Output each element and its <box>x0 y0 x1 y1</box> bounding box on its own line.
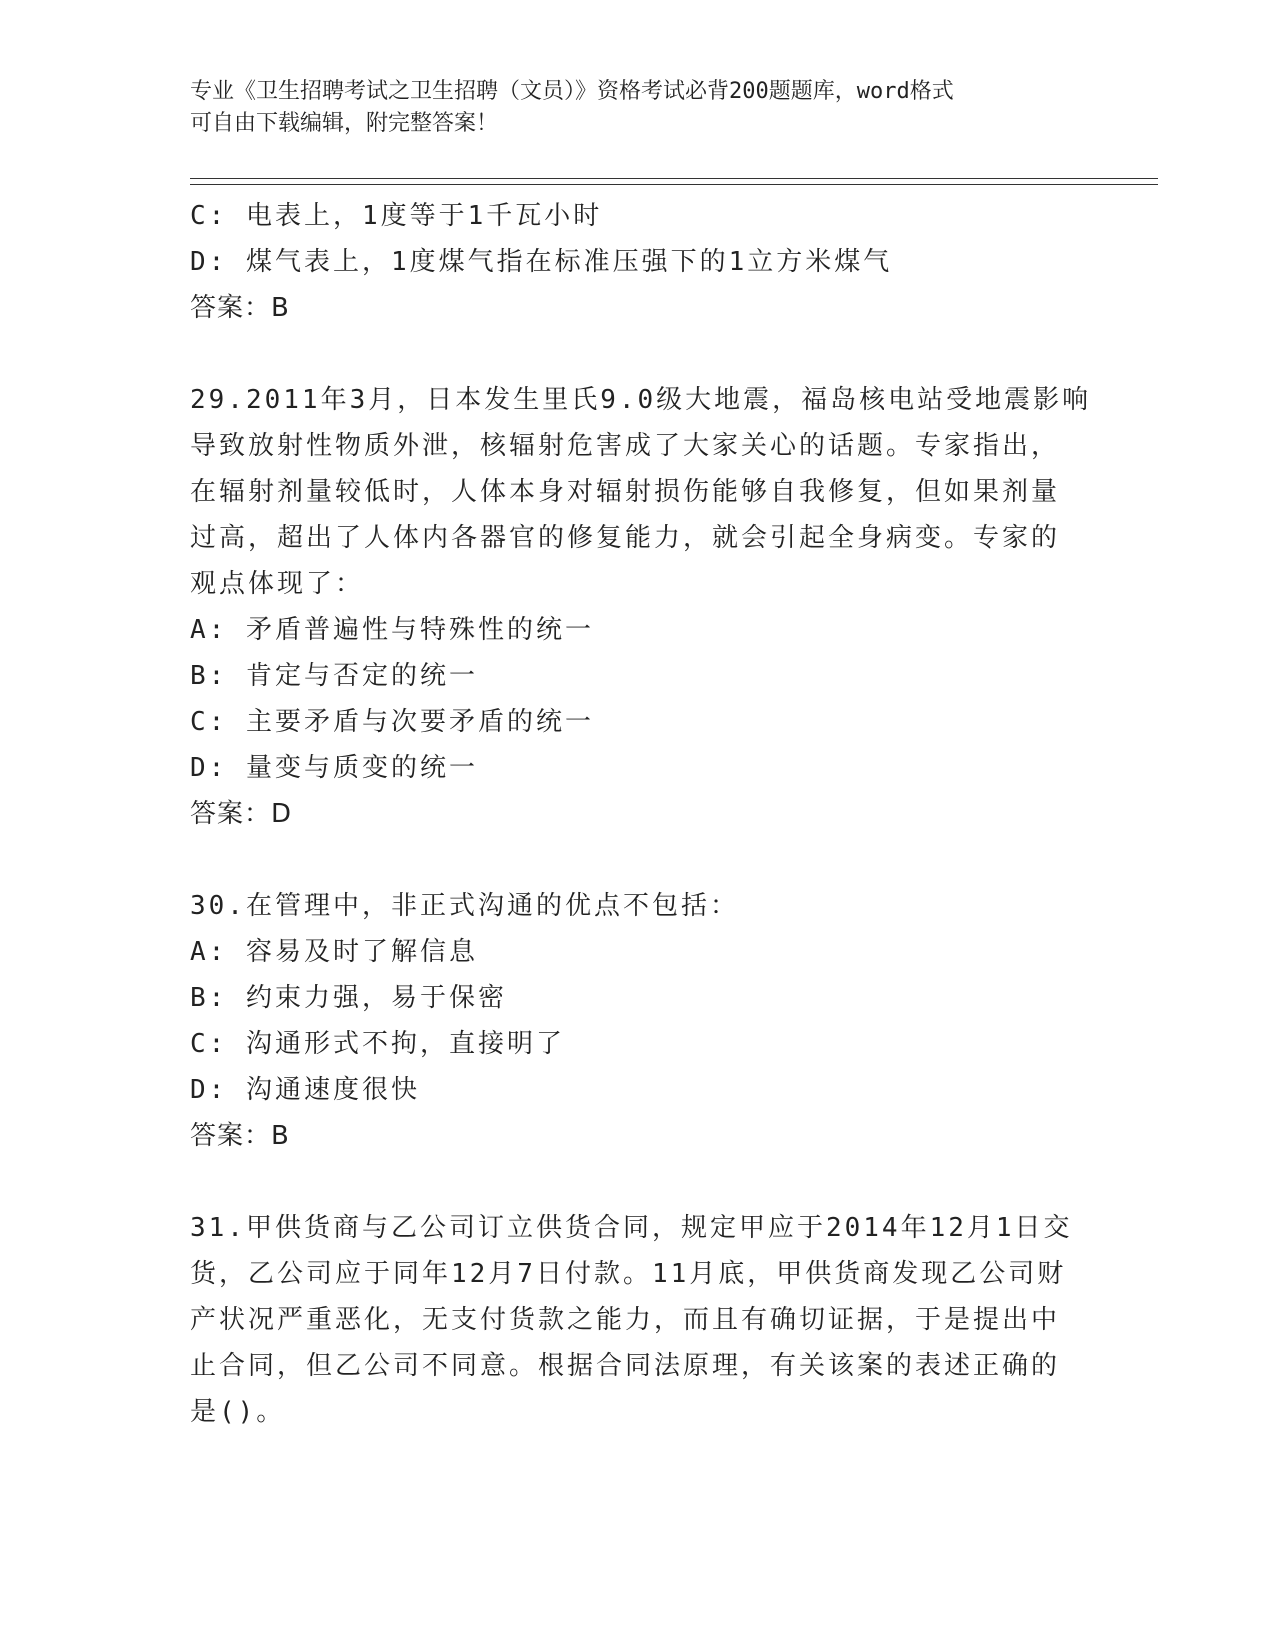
header-line-1: 专业《卫生招聘考试之卫生招聘（文员）》资格考试必背200题题库，word格式 <box>190 79 954 104</box>
option-d: D: 沟通速度很快 <box>190 1075 420 1105</box>
option-a: A: 矛盾普遍性与特殊性的统一 <box>190 615 594 645</box>
question-28 <box>190 193 1090 331</box>
answer: 答案：D <box>190 799 293 829</box>
answer: 答案：B <box>190 1121 290 1151</box>
header-rule-top <box>190 178 1158 179</box>
spacer <box>190 1159 1090 1205</box>
question-stem-line: 过高，超出了人体内各器官的修复能力，就会引起全身病变。专家的 <box>190 523 1061 553</box>
question-stem-line: 导致放射性物质外泄，核辐射危害成了大家关心的话题。专家指出， <box>190 431 1061 461</box>
header-line-2: 可自由下载编辑，附完整答案！ <box>190 111 499 136</box>
header-rule-bottom <box>190 184 1158 185</box>
option-a: A: 容易及时了解信息 <box>190 937 478 967</box>
question-stem-line: 是()。 <box>190 1397 286 1427</box>
question-stem-line: 货，乙公司应于同年12月7日付款。11月底，甲供货商发现乙公司财 <box>190 1259 1067 1289</box>
question-29 <box>190 377 1090 837</box>
question-stem-line: 31.甲供货商与乙公司订立供货合同，规定甲应于2014年12月1日交 <box>190 1213 1073 1243</box>
option-c: C: 主要矛盾与次要矛盾的统一 <box>190 707 594 737</box>
question-30 <box>190 883 1090 1159</box>
option-d: D: 煤气表上，1度煤气指在标准压强下的1立方米煤气 <box>190 247 893 277</box>
question-stem-line: 止合同，但乙公司不同意。根据合同法原理，有关该案的表述正确的 <box>190 1351 1061 1381</box>
answer: 答案：B <box>190 293 290 323</box>
question-stem-line: 在辐射剂量较低时，人体本身对辐射损伤能够自我修复，但如果剂量 <box>190 477 1061 507</box>
option-d: D: 量变与质变的统一 <box>190 753 478 783</box>
option-b: B: 肯定与否定的统一 <box>190 661 478 691</box>
question-stem-line: 产状况严重恶化，无支付货款之能力，而且有确切证据，于是提出中 <box>190 1305 1061 1335</box>
question-stem-line: 30.在管理中，非正式沟通的优点不包括： <box>190 891 739 921</box>
document-body <box>190 193 1090 1435</box>
question-31 <box>190 1205 1090 1435</box>
option-c: C: 沟通形式不拘，直接明了 <box>190 1029 565 1059</box>
document-header <box>190 76 1090 140</box>
spacer <box>190 331 1090 377</box>
option-c: C: 电表上，1度等于1千瓦小时 <box>190 201 603 231</box>
question-stem-line: 观点体现了： <box>190 569 365 599</box>
option-b: B: 约束力强，易于保密 <box>190 983 507 1013</box>
question-stem-line: 29.2011年3月，日本发生里氏9.0级大地震，福岛核电站受地震影响 <box>190 385 1092 415</box>
spacer <box>190 837 1090 883</box>
